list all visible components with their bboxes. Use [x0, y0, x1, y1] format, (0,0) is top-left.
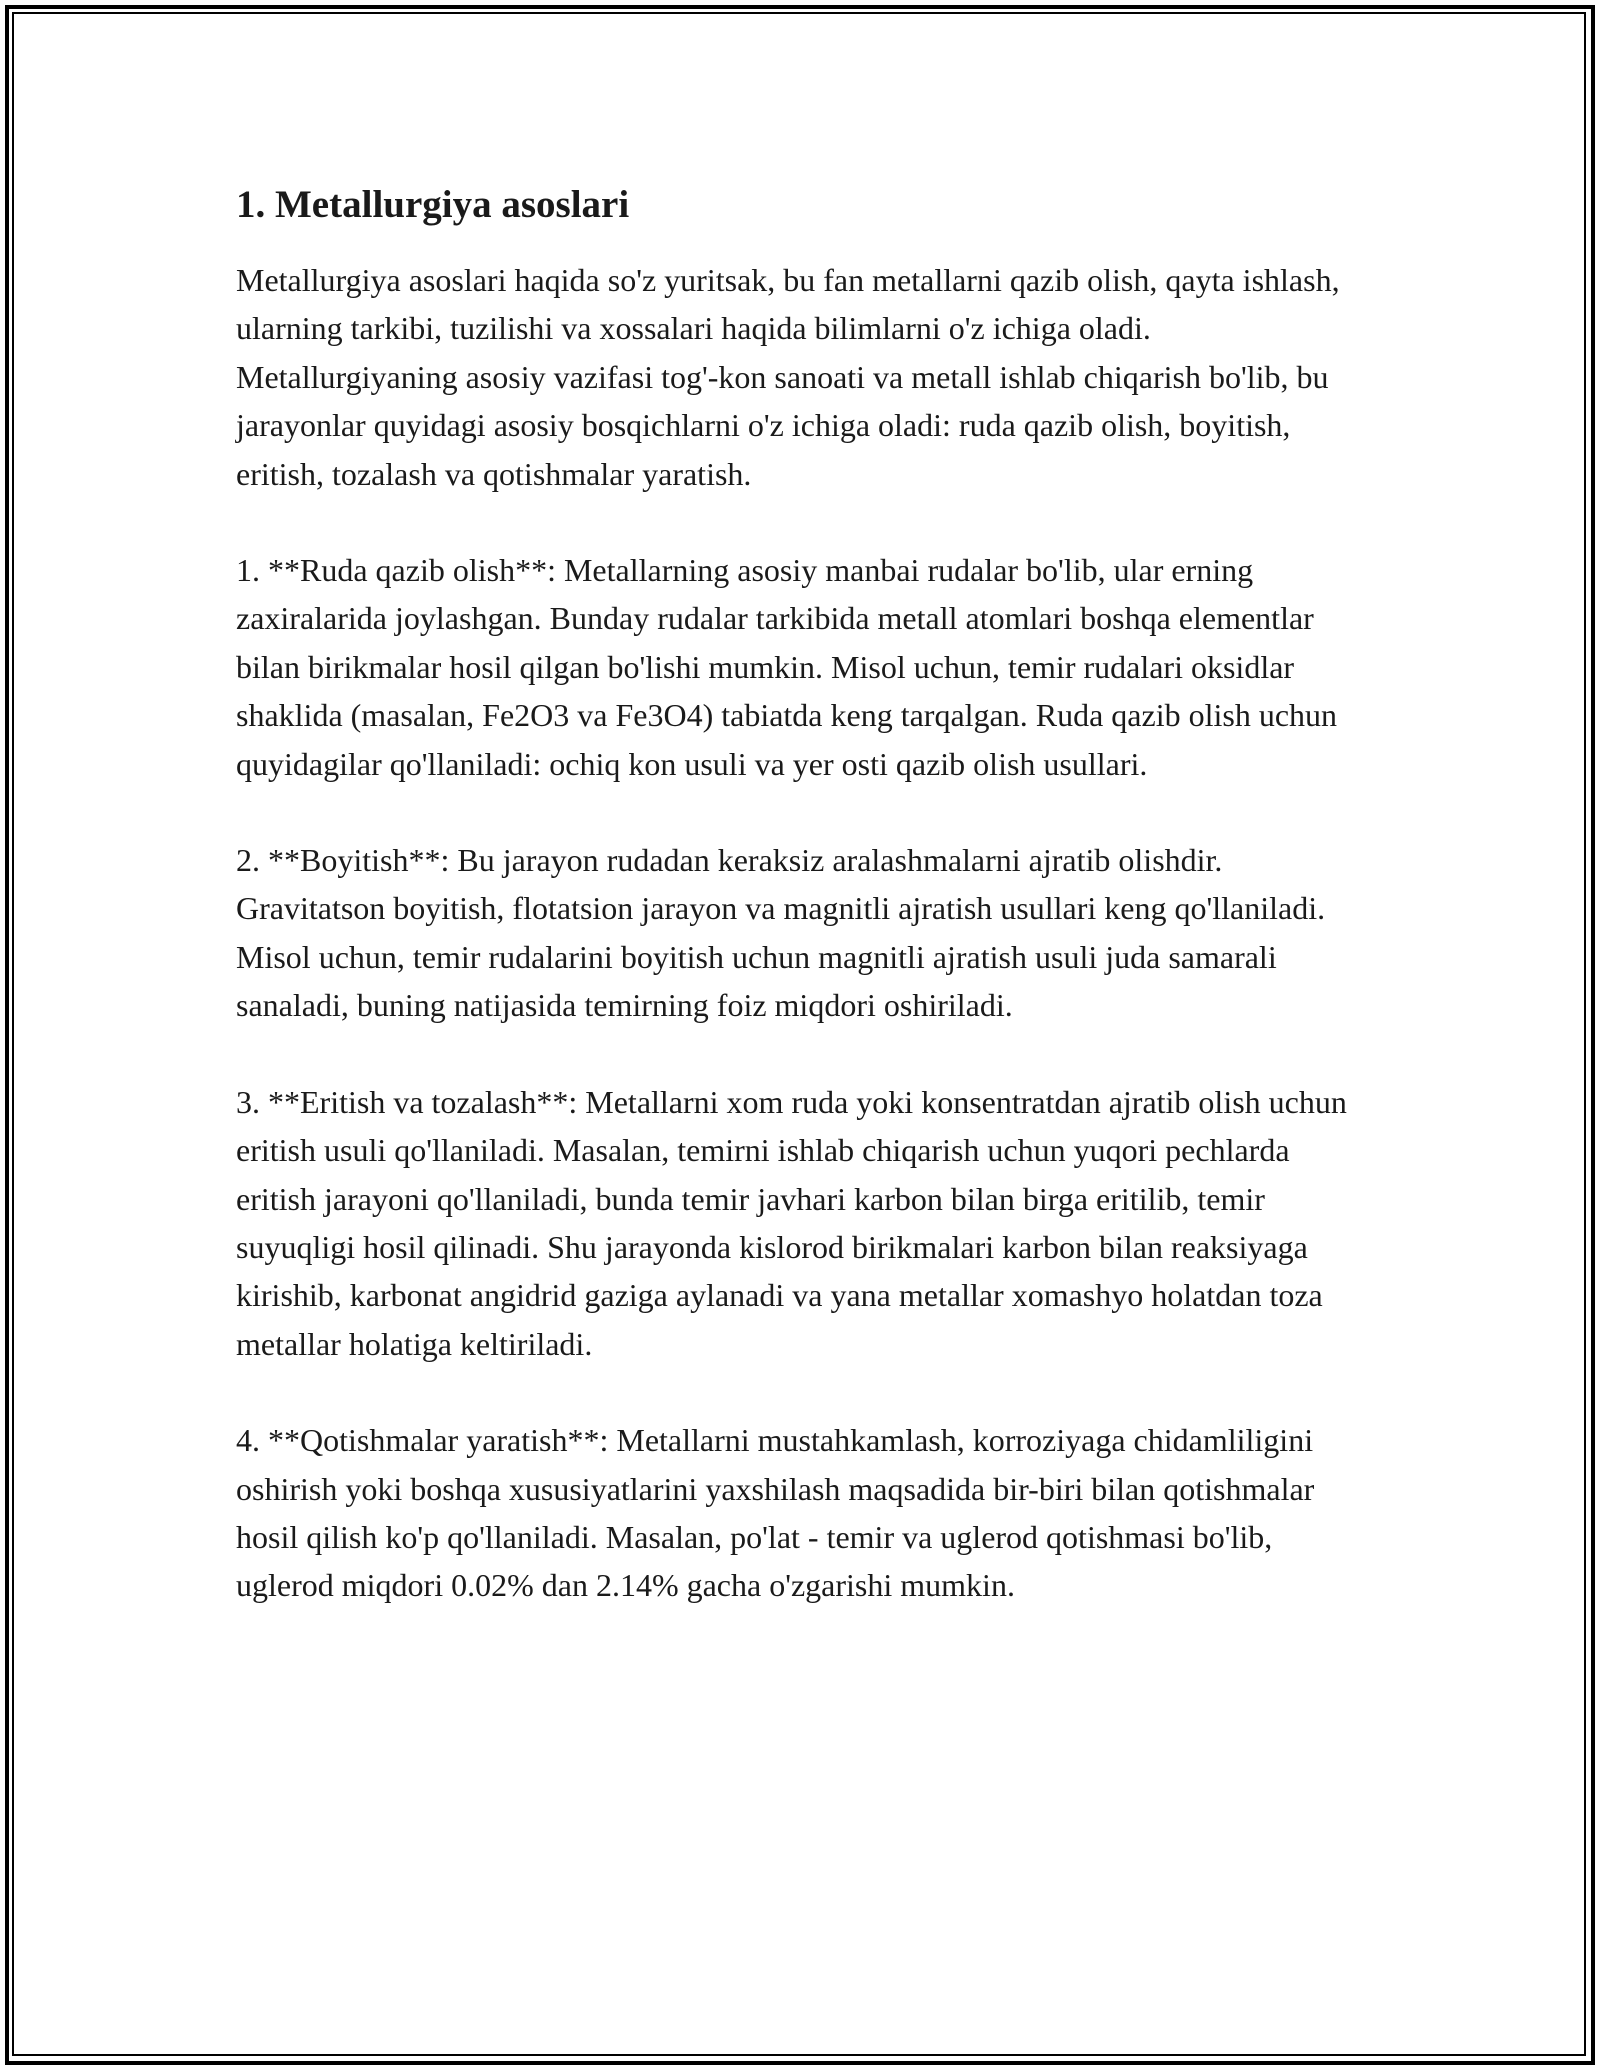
paragraph-ore-mining: 1. **Ruda qazib olish**: Metallarning asosiy manbai rudalar bo'lib, ular erning zaxiralarida joylashgan. Bunday rudalar tarkibida metall atomlari boshqa elementlar bilan birikmalar hosil qilgan bo'lishi mumkin. Misol uchun, temir rudalari oksidlar shaklida (masalan, Fe2O3 va Fe3O4) tabiatda keng tarqalgan. Ruda qazib olish uchun quyidagilar qo'llaniladi: ochiq kon usuli va yer osti qazib olish usullari. [236, 552, 1338, 782]
paragraph-smelting-refining: 3. **Eritish va tozalash**: Metallarni xom ruda yoki konsentratdan ajratib olish uchun eritish usuli qo'llaniladi. Masalan, temirni ishlab chiqarish uchun yuqori pechlarda eritish jarayoni qo'llaniladi, bunda temir javhari karbon bilan birga eritilib, temir suyuqligi hosil qilinadi. Shu jarayonda kislorod birikmalari karbon bilan reaksiyaga kirishib, karbonat angidrid gaziga aylanadi va yana metallar xomashyo holatdan toza metallar holatiga keltiriladi. [236, 1083, 1347, 1362]
section-heading: 1. Metallurgiya asoslari [236, 183, 630, 226]
intro-paragraph: Metallurgiya asoslari haqida so'z yuritsak, bu fan metallarni qazib olish, qayta ishlash, ularning tarkibi, tuzilishi va xossalari haqida bilimlarni o'z ichiga oladi. Metallurgiyaning asosiy vazifasi tog'-kon sanoati va metall ishlab chiqarish bo'lib, bu jarayonlar quyidagi asosiy bosqichlarni o'z ichiga oladi: ruda qazib olish, boyitish, eritish, tozalash va qotishmalar yaratish. [236, 262, 1340, 492]
paragraph-enrichment: 2. **Boyitish**: Bu jarayon rudadan keraksiz aralashmalarni ajratib olishdir. Gravitatson boyitish, flotatsion jarayon va magnitli ajratish usullari keng qo'llaniladi. Misol uchun, temir rudalarini boyitish uchun magnitli ajratish usuli juda samarali sanaladi, buning natijasida temirning foiz miqdori oshiriladi. [236, 842, 1326, 1024]
document-body [236, 180, 1366, 1658]
paragraph-alloys: 4. **Qotishmalar yaratish**: Metallarni mustahkamlash, korroziyaga chidamliligini oshirish yoki boshqa xususiyatlarini yaxshilash maqsadida bir-biri bilan qotishmalar hosil qilish ko'p qo'llaniladi. Masalan, po'lat - temir va uglerod qotishmasi bo'lib, uglerod miqdori 0.02% dan 2.14% gacha o'zgarishi mumkin. [236, 1422, 1315, 1604]
